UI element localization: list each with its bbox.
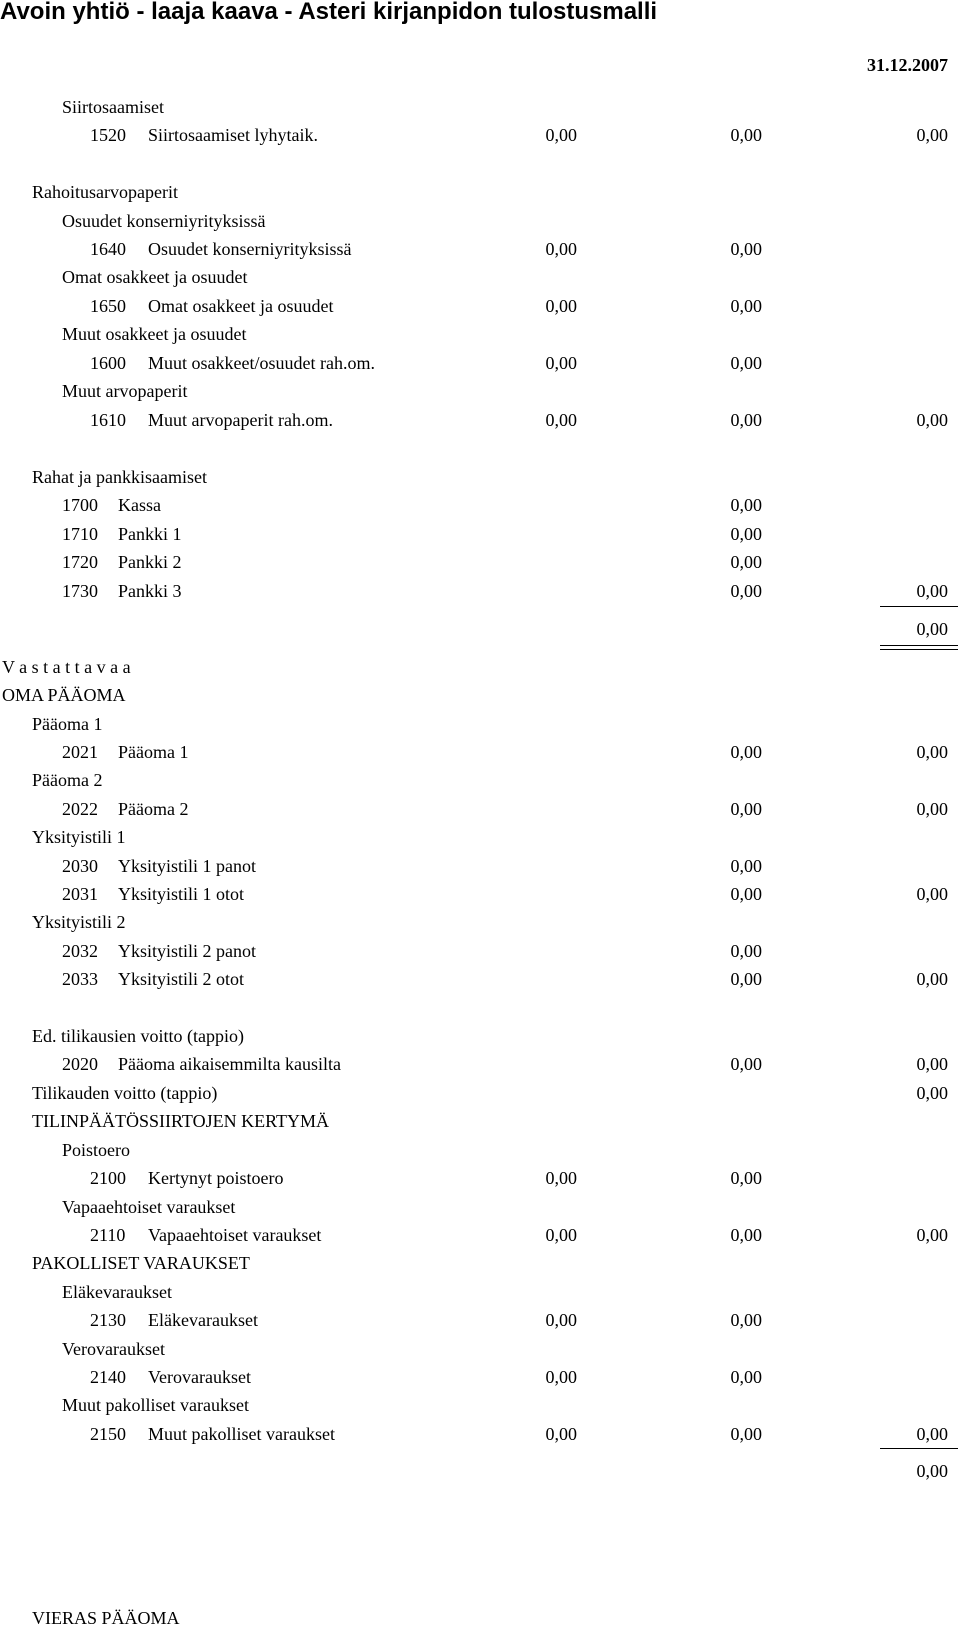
value-col2: 0,00 — [730, 856, 762, 876]
value-col3: 0,00 — [916, 799, 948, 819]
double-underline — [880, 649, 958, 650]
value-col2: 0,00 — [730, 1054, 762, 1074]
account-number: 1650 — [90, 296, 126, 316]
value-col2: 0,00 — [730, 239, 762, 259]
value-col2: 0,00 — [730, 524, 762, 544]
account-name: Yksityistili 1 panot — [118, 856, 257, 876]
group-label: Siirtosaamiset — [62, 97, 164, 117]
account-number: 1700 — [62, 495, 98, 515]
account-number: 2110 — [90, 1225, 126, 1245]
account-name: Yksityistili 2 panot — [118, 941, 257, 961]
account-number: 1520 — [90, 125, 126, 145]
account-number: 2100 — [90, 1168, 126, 1188]
account-number: 2140 — [90, 1367, 126, 1387]
value-col2: 0,00 — [730, 941, 762, 961]
value-col1: 0,00 — [545, 1168, 577, 1188]
value-col1: 0,00 — [545, 1424, 577, 1444]
section-heading: OMA PÄÄOMA — [2, 685, 126, 705]
value-col2: 0,00 — [730, 296, 762, 316]
value-col2: 0,00 — [730, 1225, 762, 1245]
account-name: Eläkevaraukset — [148, 1310, 258, 1330]
value-col3: 0,00 — [916, 581, 948, 601]
account-number: 2130 — [90, 1310, 126, 1330]
section-heading: PAKOLLISET VARAUKSET — [32, 1253, 250, 1273]
account-name: Vapaaehtoiset varaukset — [148, 1225, 322, 1245]
group-label: Eläkevaraukset — [62, 1282, 172, 1302]
section-heading: TILINPÄÄTÖSSIIRTOJEN KERTYMÄ — [32, 1111, 329, 1131]
value-col2: 0,00 — [730, 1168, 762, 1188]
section-heading: Rahat ja pankkisaamiset — [32, 467, 207, 487]
value-col1: 0,00 — [545, 239, 577, 259]
value-col2: 0,00 — [730, 495, 762, 515]
account-name: Muut pakolliset varaukset — [148, 1424, 335, 1444]
value-col2: 0,00 — [730, 884, 762, 904]
group-label: Muut arvopaperit — [62, 381, 188, 401]
section-heading: Rahoitusarvopaperit — [32, 182, 178, 202]
account-number: 2020 — [62, 1054, 98, 1074]
account-number: 2032 — [62, 941, 98, 961]
section-heading: VIERAS PÄÄOMA — [32, 1608, 180, 1628]
account-name: Kertynyt poistoero — [148, 1168, 284, 1188]
account-number: 1720 — [62, 552, 98, 572]
value-col3: 0,00 — [916, 1424, 948, 1444]
group-label: Pääoma 1 — [32, 714, 103, 734]
account-name: Muut arvopaperit rah.om. — [148, 410, 333, 430]
group-label: Muut osakkeet ja osuudet — [62, 324, 247, 344]
account-name: Muut osakkeet/osuudet rah.om. — [148, 353, 375, 373]
account-name: Pankki 3 — [118, 581, 182, 601]
value-col1: 0,00 — [545, 353, 577, 373]
value-col3: 0,00 — [916, 969, 948, 989]
account-name: Yksityistili 1 otot — [118, 884, 245, 904]
account-name: Pankki 1 — [118, 524, 182, 544]
account-name: Pääoma 1 — [118, 742, 189, 762]
value-col1: 0,00 — [545, 125, 577, 145]
account-name: Pääoma 2 — [118, 799, 189, 819]
value-col2: 0,00 — [730, 353, 762, 373]
account-number: 1640 — [90, 239, 126, 259]
value-col2: 0,00 — [730, 552, 762, 572]
group-label: Omat osakkeet ja osuudet — [62, 267, 248, 287]
value-col3: 0,00 — [916, 1225, 948, 1245]
account-number: 1710 — [62, 524, 98, 544]
account-name: Pääoma aikaisemmilta kausilta — [118, 1054, 341, 1074]
assets-total: 0,00 — [916, 619, 948, 639]
value-col3: 0,00 — [916, 884, 948, 904]
value-col2: 0,00 — [730, 410, 762, 430]
value-col1: 0,00 — [545, 1310, 577, 1330]
group-label: Osuudet konserniyrityksissä — [62, 211, 266, 231]
value-col1: 0,00 — [545, 1367, 577, 1387]
account-number: 2033 — [62, 969, 98, 989]
account-number: 2022 — [62, 799, 98, 819]
double-underline — [880, 645, 958, 646]
group-label: Yksityistili 1 — [32, 827, 126, 847]
account-number: 2030 — [62, 856, 98, 876]
value-col2: 0,00 — [730, 969, 762, 989]
value-col1: 0,00 — [545, 410, 577, 430]
report-date: 31.12.2007 — [867, 55, 948, 75]
value-col3: 0,00 — [916, 1083, 948, 1103]
group-label: Muut pakolliset varaukset — [62, 1395, 249, 1415]
value-col3: 0,00 — [916, 1054, 948, 1074]
total-underline — [880, 1448, 958, 1449]
report-title: Avoin yhtiö - laaja kaava - Asteri kirjanpidon tulostusmalli — [0, 0, 658, 25]
section-heading: V a s t a t t a v a a — [2, 657, 131, 677]
account-name: Siirtosaamiset lyhytaik. — [148, 125, 318, 145]
group-label: Verovaraukset — [62, 1339, 165, 1359]
account-number: 1600 — [90, 353, 126, 373]
group-label: Vapaaehtoiset varaukset — [62, 1197, 236, 1217]
equity-total: 0,00 — [916, 1461, 948, 1481]
group-label: Ed. tilikausien voitto (tappio) — [32, 1026, 244, 1046]
account-number: 1730 — [62, 581, 98, 601]
value-col3: 0,00 — [916, 742, 948, 762]
account-name: Verovaraukset — [148, 1367, 251, 1387]
total-underline — [880, 606, 958, 607]
account-number: 2021 — [62, 742, 98, 762]
value-col2: 0,00 — [730, 1367, 762, 1387]
group-label: Pääoma 2 — [32, 770, 103, 790]
account-number: 2031 — [62, 884, 98, 904]
value-col3: 0,00 — [916, 410, 948, 430]
account-name: Pankki 2 — [118, 552, 182, 572]
group-label: Tilikauden voitto (tappio) — [32, 1083, 218, 1103]
value-col2: 0,00 — [730, 1310, 762, 1330]
value-col2: 0,00 — [730, 125, 762, 145]
account-name: Yksityistili 2 otot — [118, 969, 245, 989]
account-name: Osuudet konserniyrityksissä — [148, 239, 352, 259]
value-col1: 0,00 — [545, 296, 577, 316]
value-col2: 0,00 — [730, 742, 762, 762]
value-col3: 0,00 — [916, 125, 948, 145]
value-col2: 0,00 — [730, 1424, 762, 1444]
group-label: Yksityistili 2 — [32, 912, 126, 932]
account-number: 2150 — [90, 1424, 126, 1444]
account-name: Kassa — [118, 495, 161, 515]
value-col2: 0,00 — [730, 799, 762, 819]
group-label: Poistoero — [62, 1140, 131, 1160]
value-col2: 0,00 — [730, 581, 762, 601]
account-name: Omat osakkeet ja osuudet — [148, 296, 334, 316]
account-number: 1610 — [90, 410, 126, 430]
value-col1: 0,00 — [545, 1225, 577, 1245]
